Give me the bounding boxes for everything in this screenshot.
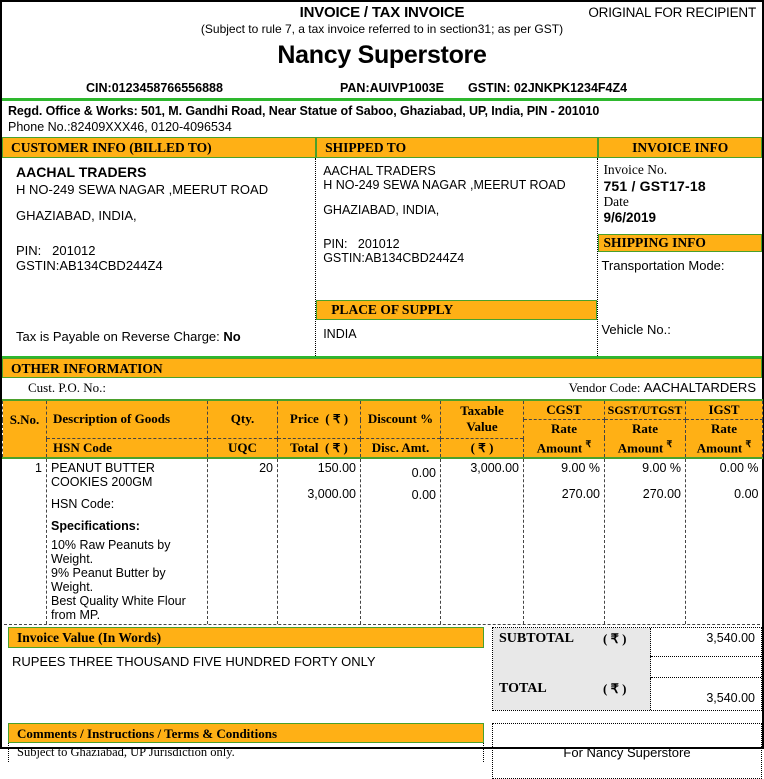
col-header-total: Total ( ₹ ) [278, 438, 361, 458]
subtotal-value: 3,540.00 [706, 631, 755, 646]
cell-qty: 20 [208, 458, 278, 624]
cell-price: 150.00 3,000.00 [278, 458, 361, 624]
billed-to-gstin [16, 258, 315, 273]
vehicle-no-label: Vehicle No.: [601, 322, 671, 337]
item-description-line1: PEANUT BUTTER [51, 461, 155, 476]
comments-block [2, 723, 488, 779]
specifications-label: Specifications: [51, 519, 140, 534]
rupee-icon: ₹ [332, 440, 341, 455]
cell-discount-pct: 0.00 0.00 [361, 458, 441, 624]
col-header-taxable-value: Taxable Value [441, 400, 524, 438]
shipped-to-gstin-label: GSTIN: [323, 251, 365, 265]
invoice-info-block [598, 158, 762, 356]
comments-text: Subject to Ghaziabad, UP Jurisdiction only. [8, 743, 484, 762]
rupee-icon: ( ₹ ) [603, 681, 627, 697]
rupee-icon: ₹ [478, 440, 486, 455]
col-header-cgst-amount: Amount ₹ [524, 438, 605, 458]
col-header-hsn: HSN Code [47, 438, 208, 458]
totals-box-wrap [488, 627, 762, 711]
shipped-to-heading: SHIPPED TO [316, 137, 598, 158]
rupee-icon: ₹ [666, 439, 673, 449]
cell-cgst-amount: 270.00 [561, 487, 600, 502]
total-label: TOTAL ( ₹ ) [493, 678, 651, 710]
cell-igst [686, 458, 763, 624]
col-header-uqc: UQC [208, 438, 278, 458]
table-header-row-1 [3, 400, 763, 420]
shipped-to-pin-label: PIN: [323, 237, 348, 251]
total-row [493, 678, 761, 710]
billed-to-gstin-value: AB134CBD244Z4 [59, 258, 163, 273]
signature-box: For Nancy Superstore [492, 723, 762, 779]
col-header-sgst-rate: Rate [605, 420, 686, 439]
cell-total: 3,000.00 [307, 487, 356, 502]
total-value: 3,540.00 [706, 691, 755, 706]
footer-section [2, 723, 762, 779]
rupee-icon: ( ₹ ) [603, 631, 627, 647]
invoice-no-value: 751 / GST17-18 [603, 178, 706, 194]
cell-sgst-rate: 9.00 % [642, 461, 681, 476]
billed-to-name: AACHAL TRADERS [16, 164, 147, 180]
shipped-to-address-line1: H NO-249 SEWA NAGAR ,MEERUT ROAD [323, 178, 566, 192]
cell-sgst [605, 458, 686, 624]
subtotal-label: SUBTOTAL ( ₹ ) [493, 628, 651, 656]
billed-to-pin-value: 201012 [52, 243, 96, 258]
invoice-value-heading: Invoice Value (In Words) [8, 627, 484, 648]
company-name: Nancy Superstore [277, 41, 487, 69]
cell-disc-amt: 0.00 [411, 488, 436, 503]
billed-to-pin-label: PIN: [16, 243, 42, 258]
table-header-row-2 [3, 438, 763, 458]
cell-cgst [524, 458, 605, 624]
reverse-charge-label: Tax is Payable on Reverse Charge: [16, 329, 220, 344]
specification-item: 10% Raw Peanuts by Weight. [51, 538, 171, 567]
original-for-recipient-label: ORIGINAL FOR RECIPIENT [588, 5, 756, 20]
col-header-taxable-currency: ( ₹ ) [441, 438, 524, 458]
invoice-rule-subtitle: (Subject to rule 7, a tax invoice referred to in section31; as per GST) [200, 22, 564, 36]
col-header-description: Description of Goods [47, 400, 208, 438]
col-header-sgst: SGST/UTGST [605, 400, 686, 420]
cell-cgst-rate: 9.00 % [561, 461, 600, 476]
vendor-code-label: Vendor Code: [568, 380, 641, 395]
col-header-cgst-rate: Rate [524, 420, 605, 439]
vendor-code [569, 380, 756, 396]
col-header-igst-rate: Rate [686, 420, 763, 439]
totals-section [2, 627, 762, 711]
cell-igst-rate: 0.00 % [719, 461, 759, 476]
info-section-headers [2, 137, 762, 158]
col-header-blank [3, 438, 47, 458]
comments-heading: Comments / Instructions / Terms & Conditions [8, 723, 484, 743]
invoice-date-label: Date [603, 194, 629, 209]
rupee-icon: ₹ [585, 439, 592, 449]
invoice-info-heading: INVOICE INFO [598, 137, 762, 158]
page-title: INVOICE / TAX INVOICE [299, 4, 465, 21]
col-header-price: Price ( ₹ ) [278, 400, 361, 438]
subtotal-row [493, 628, 761, 656]
specification-item: Best Quality White Flour from MP. [51, 594, 186, 623]
customer-info-heading: CUSTOMER INFO (BILLED TO) [2, 137, 316, 158]
other-information-heading: OTHER INFORMATION [2, 358, 762, 378]
billed-to-block [2, 158, 316, 356]
amount-in-words: RUPEES THREE THOUSAND FIVE HUNDRED FORTY ONLY [12, 654, 376, 670]
reverse-charge-value: No [223, 329, 241, 344]
cell-taxable-value: 3,000.00 [441, 458, 524, 624]
info-section-bodies [2, 158, 762, 358]
col-header-discount-pct: Discount % [361, 400, 441, 438]
totals-box [492, 627, 762, 711]
reverse-charge-row [16, 329, 241, 344]
item-description-line2: COOKIES 200GM [51, 475, 153, 490]
invoice-value-words-block [2, 627, 488, 711]
customer-po-number-label: Cust. P.O. No.: [28, 380, 107, 395]
col-header-disc-amt: Disc. Amt. [361, 438, 441, 458]
billed-to-pin [16, 243, 315, 258]
rupee-icon: ₹ [332, 412, 341, 427]
shipped-to-gstin [323, 251, 597, 265]
col-header-igst: IGST [686, 400, 763, 420]
company-cin: CIN:0123458766556888 [86, 81, 223, 95]
other-information-row [2, 378, 762, 399]
billed-to-address-line2: GHAZIABAD, INDIA, [16, 208, 137, 223]
shipped-to-pin-value: 201012 [357, 237, 400, 251]
totals-spacer-value [651, 656, 761, 678]
shipping-info-heading: SHIPPING INFO [598, 234, 762, 252]
company-identifiers [2, 81, 762, 99]
transportation-mode-label: Transportation Mode: [601, 258, 725, 273]
col-header-sgst-amount: Amount ₹ [605, 438, 686, 458]
registered-office-address: Regd. Office & Works: 501, M. Gandhi Road, Near Statue of Saboo, Ghaziabad, UP, India, PIN - 201010 [8, 104, 600, 118]
company-pan: PAN:AUIVP1003E [340, 81, 444, 95]
billed-to-address-line1: H NO-249 SEWA NAGAR ,MEERUT ROAD [16, 182, 269, 197]
table-bottom-border [4, 624, 760, 625]
col-header-qty: Qty. [208, 400, 278, 438]
cell-description [47, 458, 208, 624]
company-gstin: GSTIN: 02JNKPK1234F4Z4 [468, 81, 628, 95]
place-of-supply-value: INDIA [323, 327, 357, 341]
place-of-supply-heading: PLACE OF SUPPLY [316, 300, 597, 320]
cell-igst-amount: 0.00 [734, 487, 759, 502]
col-header-igst-amount: Amount ₹ [686, 438, 763, 458]
invoice-no-label: Invoice No. [603, 162, 668, 177]
totals-spacer-row [493, 656, 761, 678]
cell-sno: 1 [3, 458, 47, 624]
shipped-to-address-line2: GHAZIABAD, INDIA, [323, 203, 440, 217]
cell-sgst-amount: 270.00 [642, 487, 681, 502]
specification-item: 9% Peanut Butter by Weight. [51, 566, 166, 595]
item-hsn-label: HSN Code: [51, 497, 115, 512]
vendor-code-value: AACHALTARDERS [643, 380, 756, 395]
totals-spacer-label [493, 656, 651, 678]
shipped-to-block [316, 158, 598, 356]
line-items-table [2, 399, 763, 624]
invoice-date-value: 9/6/2019 [603, 210, 656, 225]
signature-block [488, 723, 762, 779]
company-phone: Phone No.:82409XXX46, 0120-4096534 [8, 120, 232, 134]
invoice-header [2, 2, 762, 98]
rupee-icon: ₹ [745, 439, 752, 449]
shipped-to-gstin-value: AB134CBD244Z4 [364, 251, 465, 265]
billed-to-gstin-label: GSTIN: [16, 258, 60, 273]
shipped-to-name: AACHAL TRADERS [323, 164, 436, 178]
shipped-to-pin [323, 237, 597, 251]
table-row [3, 458, 763, 624]
col-header-sno: S.No. [3, 400, 47, 438]
col-header-cgst: CGST [524, 400, 605, 420]
